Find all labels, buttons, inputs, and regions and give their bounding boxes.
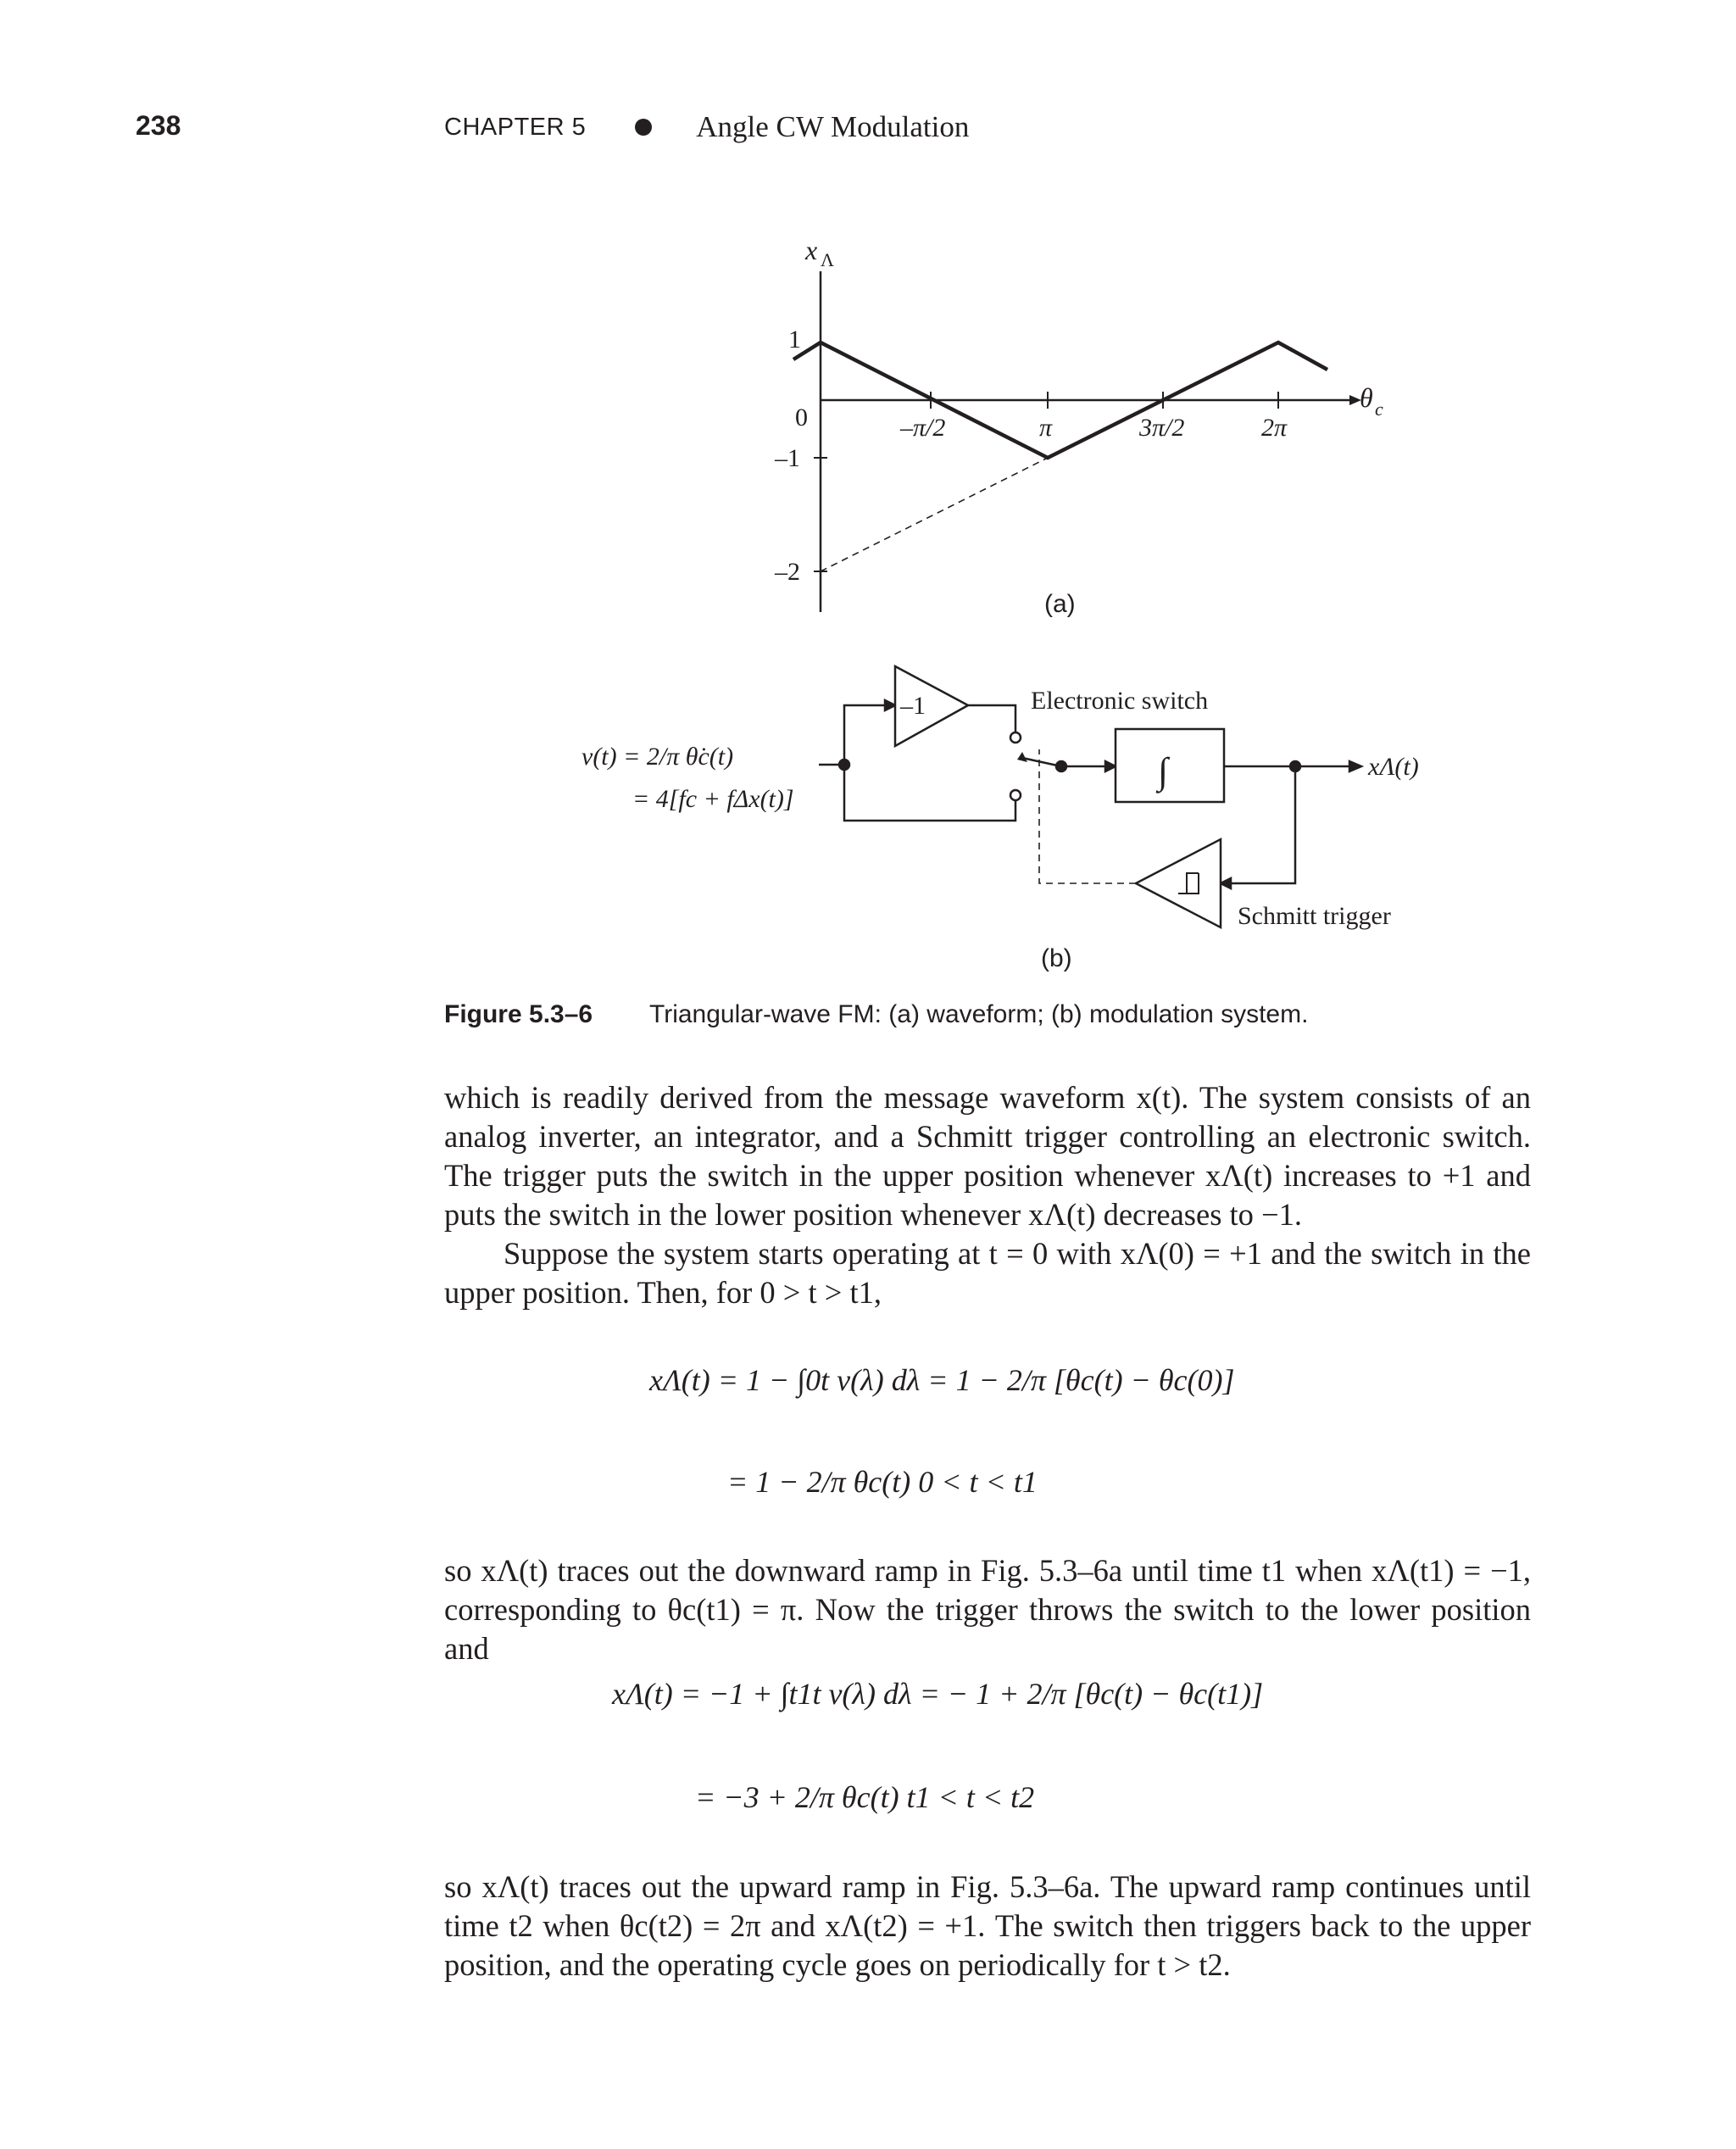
equation-3: xΛ(t) = −1 + ∫t1t v(λ) dλ = − 1 + 2/π [θc(t) − θc(t1)] — [612, 1677, 1264, 1711]
switch-upper-terminal — [1010, 732, 1021, 743]
equation-1: xΛ(t) = 1 − ∫0t v(λ) dλ = 1 − 2/π [θc(t) − θc(0)] — [649, 1363, 1235, 1397]
y-axis-label: x — [805, 235, 818, 265]
arrow-icon — [1105, 761, 1116, 771]
figure-caption-text: Triangular-wave FM: (a) waveform; (b) modulation system. — [649, 1000, 1309, 1028]
paragraph: Suppose the system starts operating at t = 0 with xΛ(0) = +1 and the switch in the upper position. Then, for 0 > t > t1, — [444, 1236, 1531, 1310]
inverter-label: –1 — [900, 692, 926, 720]
y-axis-label-sub: Λ — [821, 249, 834, 270]
schmitt-trigger-triangle — [1136, 839, 1221, 927]
figure-caption — [444, 1000, 1308, 1029]
output-label: xΛ(t) — [1368, 753, 1419, 781]
y-tick-label: –1 — [775, 444, 800, 472]
y-tick-label: 1 — [788, 326, 801, 354]
x-tick-label: π — [1039, 414, 1053, 442]
x-tick-label: –π/2 — [900, 414, 946, 442]
chapter-title: Angle CW Modulation — [696, 110, 970, 143]
feedback-line — [1226, 766, 1295, 883]
x-axis-label: θ — [1360, 382, 1373, 413]
schmitt-trigger-label: Schmitt trigger — [1238, 902, 1391, 930]
x-tick-label: 2π — [1261, 414, 1288, 442]
input-signal-label-2: = 4[fc + fΔx(t)] — [632, 785, 794, 813]
electronic-switch-label: Electronic switch — [1031, 687, 1209, 715]
equation-4: = −3 + 2/π θc(t) t1 < t < t2 — [695, 1780, 1035, 1814]
panel-label-b: (b) — [1041, 944, 1072, 972]
panel-label-a: (a) — [1044, 590, 1076, 618]
lower-path-line — [844, 765, 1015, 821]
integrator-symbol: ∫ — [1158, 750, 1169, 792]
switch-arrow-icon — [1017, 752, 1027, 762]
y-tick-label: 0 — [795, 404, 808, 431]
input-signal-label: v(t) = 2/π θ̇c(t) — [581, 743, 734, 771]
chapter-label: CHAPTER 5 — [444, 113, 587, 141]
arrow-icon — [885, 700, 895, 710]
integrator-box — [1116, 729, 1224, 802]
switch-lower-terminal — [1010, 790, 1021, 800]
waveform-plot — [774, 235, 1383, 618]
x-axis-label-sub: c — [1375, 398, 1383, 420]
paragraph: so xΛ(t) traces out the downward ramp in Fig. 5.3–6a until time t1 when xΛ(t1) = −1, corresponding to θc(t1) = π. Now the trigger throws the switch to the lower position and — [444, 1553, 1531, 1666]
dashed-extension-line — [821, 458, 1048, 571]
paragraph: so xΛ(t) traces out the upward ramp in Fig. 5.3–6a. The upward ramp continues until time t2 when θc(t2) = 2π and xΛ(t2) = +1. The switch then triggers back to the upper position, and the operating cycle goes on periodically for t > t2. — [444, 1869, 1531, 1982]
paragraph: which is readily derived from the message waveform x(t). The system consists of an analog inverter, an integrator, and a Schmitt trigger controlling an electronic switch. The trigger puts the switch in the upper position whenever xΛ(t) increases to +1 and puts the switch in the lower position whenever xΛ(t) decreases to −1. — [444, 1080, 1531, 1232]
x-tick-label: 3π/2 — [1139, 414, 1185, 442]
figure-5-3-6 — [0, 0, 1736, 1068]
output-arrow-icon — [1349, 761, 1361, 771]
arrow-icon — [1221, 878, 1231, 888]
equation-2: = 1 − 2/π θc(t) 0 < t < t1 — [727, 1465, 1038, 1499]
page-number: 238 — [136, 110, 181, 141]
y-tick-label: –2 — [775, 558, 800, 586]
figure-label: Figure 5.3–6 — [444, 1000, 593, 1028]
inverter-output-line — [968, 705, 1015, 732]
upper-path-line — [844, 705, 892, 765]
